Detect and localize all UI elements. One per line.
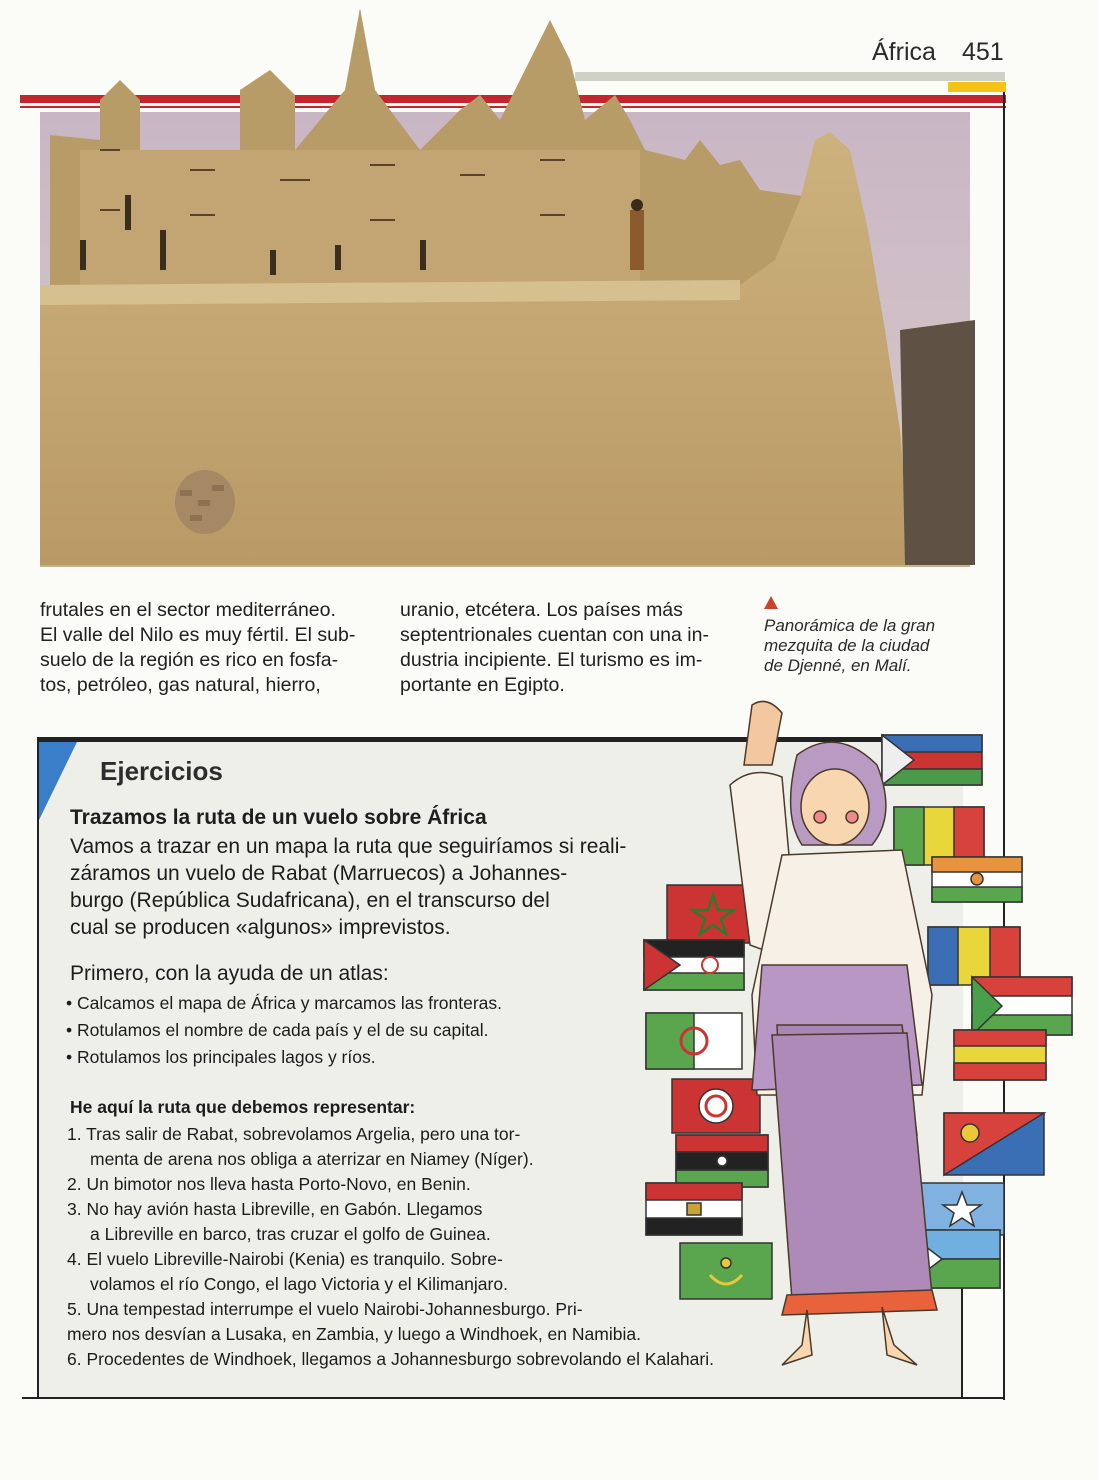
exercise-box-bottom-rule [22,1397,1005,1399]
route-item: 5. Una tempestad interrumpe el vuelo Nairobi-Johannesburgo. Pri- [67,1299,583,1319]
flag-icon [680,1243,772,1299]
exercise-intro [70,833,626,941]
body-line: tos, petróleo, gas natural, hierro, [40,674,321,696]
intro-line: burgo (República Sudafricana), en el transcurso del [70,889,550,912]
exercise-subtitle: Trazamos la ruta de un vuelo sobre África [70,806,487,829]
caption-line: de Djenné, en Malí. [764,656,912,675]
flag-icon [954,1030,1046,1080]
caption-line: Panorámica de la gran [764,616,936,635]
flag-icon [672,1079,760,1133]
route-item: volamos el río Congo, el lago Victoria y el Kilimanjaro. [90,1274,508,1294]
atlas-steps-list [66,990,502,1071]
body-column-1 [40,598,370,698]
exercises-title: Ejercicios [100,756,223,786]
route-item: 2. Un bimotor nos lleva hasta Porto-Novo, en Benin. [67,1174,471,1194]
flag-icon [920,1183,1004,1235]
body-line: uranio, etcétera. Los países más [400,599,683,621]
running-header-title: África [872,38,936,66]
intro-line: záramos un vuelo de Rabat (Marruecos) a Johannes- [70,862,568,885]
intro-line: cual se producen «algunos» imprevistos. [70,916,451,939]
body-line: frutales en el sector mediterráneo. [40,599,336,621]
route-item: 3. No hay avión hasta Libreville, en Gabón. Llegamos [67,1199,483,1219]
exercise-box-left-rule [37,737,39,1399]
first-instruction: Primero, con la ayuda de un atlas: [70,962,389,985]
caption-line: mezquita de la ciudad [764,636,930,655]
flag-icon [972,977,1072,1035]
flag-icon [932,857,1022,902]
caption-triangle-icon [764,596,778,609]
body-line: septentrionales cuentan con una in- [400,624,709,646]
body-line: suelo de la región es rico en fosfa- [40,649,339,671]
mosque-photo [40,0,975,570]
list-item: • Rotulamos los principales lagos y ríos. [66,1047,376,1067]
flag-icon [882,735,982,785]
list-item: • Calcamos el mapa de África y marcamos las fronteras. [66,993,503,1013]
page-number: 451 [962,38,1004,66]
body-column-2 [400,598,730,698]
flag-icon [676,1135,768,1187]
photo-caption [764,616,935,676]
body-line: dustria incipiente. El turismo es im- [400,649,703,671]
route-item: a Libreville en barco, tras cruzar el golfo de Guinea. [90,1224,491,1244]
route-item: 1. Tras salir de Rabat, sobrevolamos Argelia, pero una tor- [67,1124,521,1144]
girl-with-flags-illustration [632,695,1078,1375]
flag-icon [646,1183,742,1235]
intro-line: Vamos a trazar en un mapa la ruta que seguiríamos si reali- [70,835,627,858]
flag-icon [644,940,744,990]
route-item: 6. Procedentes de Windhoek, llegamos a Johannesburgo sobrevolando el Kalahari. [67,1349,714,1369]
route-item: 4. El vuelo Libreville-Nairobi (Kenia) es tranquilo. Sobre- [67,1249,503,1269]
body-line: El valle del Nilo es muy fértil. El sub- [40,624,356,646]
route-heading: He aquí la ruta que debemos representar: [70,1097,416,1117]
list-item: • Rotulamos el nombre de cada país y el de su capital. [66,1020,489,1040]
route-item: mero nos desvían a Lusaka, en Zambia, y luego a Windhoek, en Namibia. [67,1324,641,1344]
body-line: portante en Egipto. [400,674,565,696]
flag-icon [646,1013,742,1069]
flag-icon [944,1113,1044,1175]
route-list [67,1122,714,1372]
route-item: menta de arena nos obliga a aterrizar en Niamey (Níger). [90,1149,534,1169]
